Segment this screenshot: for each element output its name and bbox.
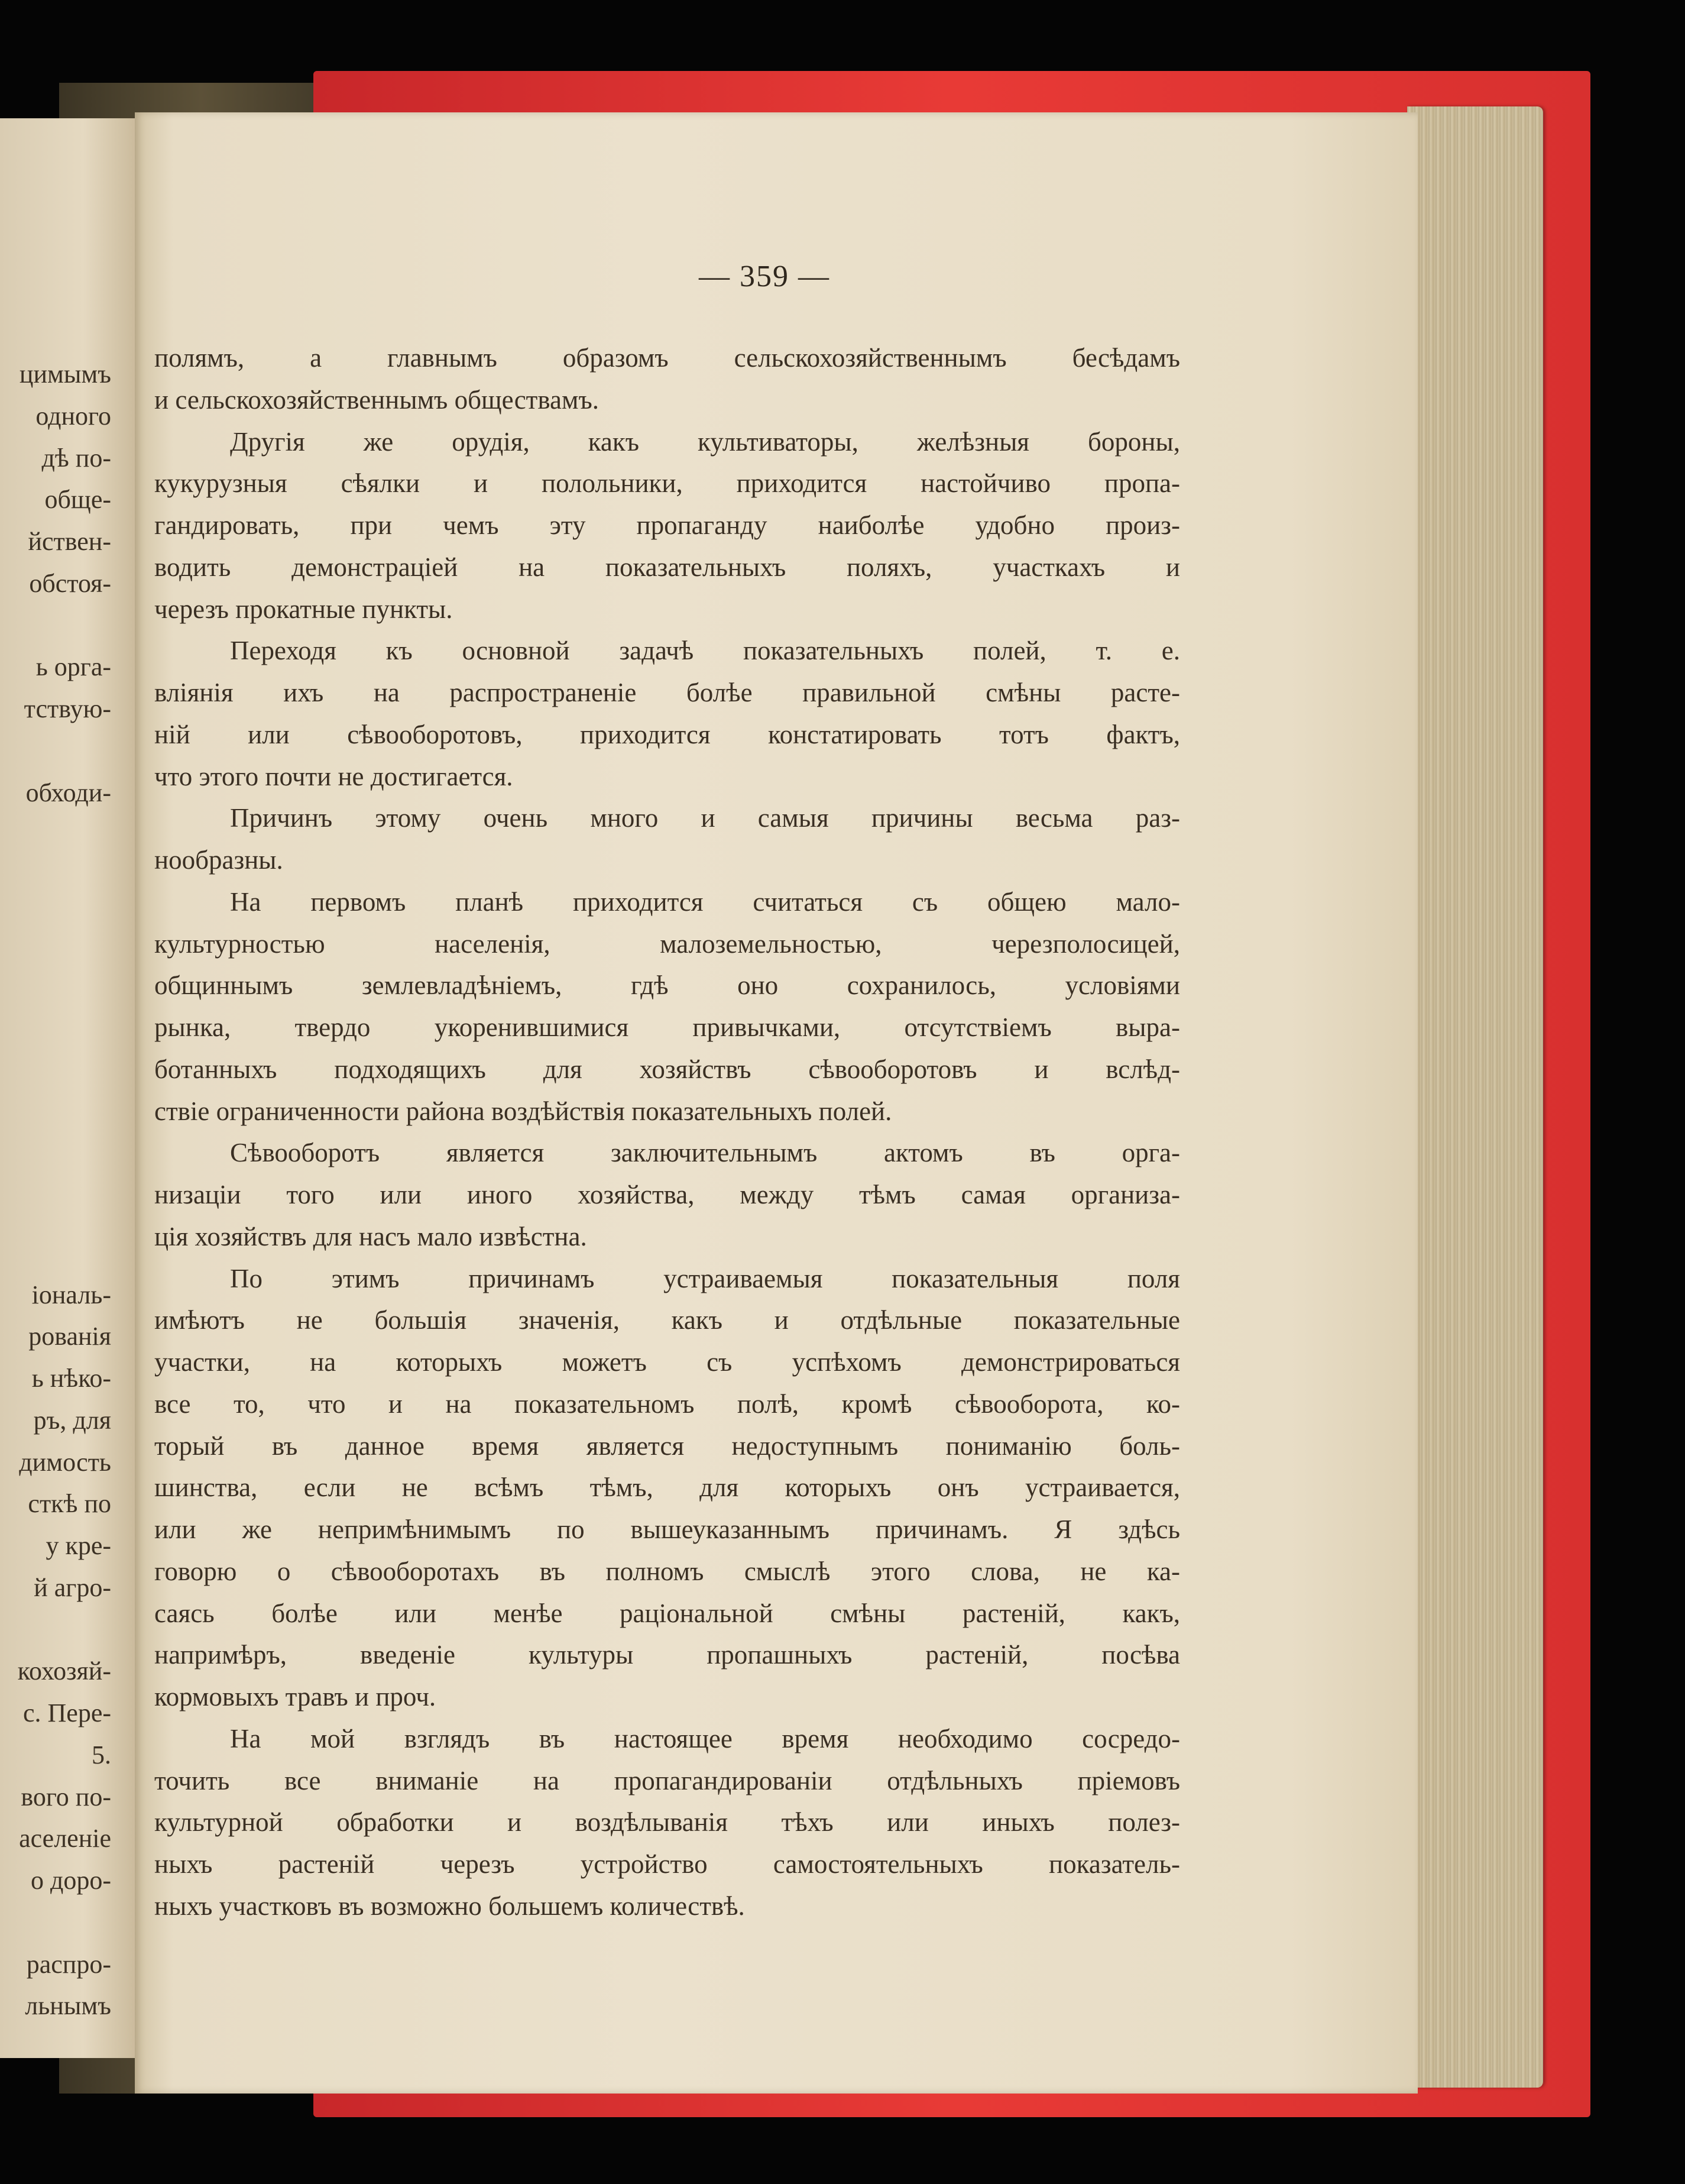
text-line: низаціи того или иного хозяйства, между тѣмъ самая организа- — [154, 1180, 1180, 1209]
text-line: торый въ данное время является недоступнымъ пониманію боль- — [154, 1431, 1180, 1461]
left-page-line — [0, 814, 111, 856]
text-line: Переходя къ основной задачѣ показательныхъ полей, т. е. — [230, 636, 1180, 666]
text-line: кормовыхъ травъ и проч. — [154, 1682, 436, 1711]
text-line: По этимъ причинамъ устраиваемыя показательныя поля — [230, 1263, 1180, 1293]
page-block-edge — [1407, 106, 1543, 2088]
left-page-line: 5. — [92, 1740, 111, 1769]
text-line: все то, что и на показательномъ полѣ, кромѣ сѣвооборота, ко- — [154, 1389, 1180, 1419]
left-page-line: кохозяй- — [17, 1656, 111, 1686]
text-line: шинства, если не всѣмъ тѣмъ, для которыхъ онъ устраивается, — [154, 1473, 1180, 1503]
left-page-line — [0, 1148, 111, 1190]
left-page-line: рованія — [28, 1322, 111, 1351]
text-line: напримѣръ, введеніе культуры пропашныхъ растеній, посѣва — [154, 1640, 1180, 1670]
text-line: нообразны. — [154, 845, 283, 875]
left-page-line — [0, 856, 111, 898]
left-page-line — [0, 1190, 111, 1232]
text-line: культурной обработки и воздѣлыванія тѣхъ или иныхъ полез- — [154, 1807, 1180, 1837]
left-page-line — [0, 1609, 111, 1651]
text-line: говорю о сѣвооборотахъ въ полномъ смыслѣ этого слова, не ка- — [154, 1556, 1180, 1586]
text-line: Причинъ этому очень много и самыя причины весьма раз- — [230, 803, 1180, 833]
left-page-line — [0, 1023, 111, 1065]
text-line: На первомъ планѣ приходится считаться съ общею мало- — [230, 886, 1180, 917]
text-line: или же непримѣнимымъ по вышеуказаннымъ причинамъ. Я здѣсь — [154, 1515, 1180, 1544]
left-page-fragment — [0, 118, 139, 2058]
left-page-line — [0, 898, 111, 940]
text-line: и сельскохозяйственнымъ обществамъ. — [154, 384, 599, 415]
left-page-line — [0, 981, 111, 1023]
page-number: — 359 — — [699, 260, 830, 293]
left-page-line: тствую- — [24, 694, 111, 723]
text-line: что этого почти не достигается. — [154, 761, 513, 791]
text-line: общиннымъ землевладѣніемъ, гдѣ оно сохранилось, условіями — [154, 970, 1180, 1001]
left-page-text — [0, 354, 111, 2027]
text-line: ція хозяйствъ для насъ мало извѣстна. — [154, 1221, 587, 1251]
left-page-line: дѣ по- — [41, 443, 111, 473]
left-page-line: распро- — [26, 1949, 111, 1979]
left-page-line: сткѣ по — [28, 1489, 111, 1519]
text-line: рынка, твердо укоренившимися привычками, отсутствіемъ выра- — [154, 1012, 1180, 1042]
left-page-line: йствен- — [28, 527, 111, 556]
paragraph — [154, 421, 1180, 630]
left-page-line: обще- — [44, 485, 111, 515]
text-line: ныхъ растеній черезъ устройство самостоятельныхъ показатель- — [154, 1849, 1180, 1879]
left-page-line: у кре- — [46, 1531, 111, 1560]
text-line: вліянія ихъ на распространеніе болѣе правильной смѣны расте- — [154, 678, 1180, 707]
left-page-line: льнымъ — [25, 1991, 111, 2021]
left-page-line: с. Пере- — [22, 1698, 111, 1727]
left-page-line — [0, 940, 111, 982]
text-line: участки, на которыхъ можетъ съ успѣхомъ демонстрироваться — [154, 1347, 1180, 1377]
paragraph — [154, 1132, 1180, 1257]
left-page-line: й агро- — [34, 1573, 111, 1602]
text-line: саясь болѣе или менѣе раціональной смѣны растеній, какъ, — [154, 1598, 1180, 1628]
text-line: ботанныхъ подходящихъ для хозяйствъ сѣвооборотовъ и вслѣд- — [154, 1054, 1180, 1084]
paragraph — [154, 881, 1180, 1133]
left-page-line: вого по- — [21, 1782, 111, 1811]
text-line: Другія же орудія, какъ культиваторы, желѣзныя бороны, — [230, 426, 1180, 457]
left-page-line: обходи- — [25, 778, 111, 807]
text-line: кукурузныя сѣялки и полольники, приходится настойчиво пропа- — [154, 468, 1180, 499]
left-page-line — [0, 1232, 111, 1274]
left-page-line: аселеніе — [19, 1824, 111, 1853]
text-line: ній или сѣвооборотовъ, приходится констатировать тотъ фактъ, — [154, 719, 1180, 749]
left-page-line: іональ- — [31, 1280, 111, 1309]
paragraph — [154, 1718, 1180, 1927]
right-page — [135, 112, 1418, 2094]
text-line: культурностью населенія, малоземельностью, черезполосицей, — [154, 928, 1180, 959]
text-line: имѣютъ не большія значенія, какъ и отдѣльные показательные — [154, 1305, 1180, 1335]
text-line: гандировать, при чемъ эту пропаганду наиболѣе удобно произ- — [154, 510, 1180, 540]
left-page-line: ь нѣко- — [31, 1364, 111, 1393]
left-page-line — [0, 1902, 111, 1944]
left-page-line — [0, 1065, 111, 1107]
left-page-line: обстоя- — [29, 568, 111, 598]
left-page-line: ръ, для — [33, 1405, 111, 1435]
paragraph — [154, 1258, 1180, 1718]
left-page-line: ь орга- — [35, 652, 111, 682]
left-page-line — [0, 605, 111, 647]
left-page-line: одного — [35, 401, 111, 431]
paragraph — [154, 337, 1180, 421]
left-page-line: о доро- — [30, 1866, 111, 1895]
left-page-line: цимымъ — [19, 360, 111, 389]
text-line: точить все вниманіе на пропагандированіи отдѣльныхъ пріемовъ — [154, 1765, 1180, 1795]
text-line: ствіе ограниченности района воздѣйствія показательныхъ полей. — [154, 1096, 892, 1126]
paragraph — [154, 797, 1180, 881]
left-page-line — [0, 1107, 111, 1149]
page-body-text — [154, 337, 1180, 1927]
text-line: полямъ, а главнымъ образомъ сельскохозяйственнымъ бесѣдамъ — [154, 343, 1180, 373]
text-line: Сѣвооборотъ является заключительнымъ актомъ въ орга- — [230, 1138, 1180, 1168]
left-page-line: димость — [19, 1447, 111, 1477]
text-line: черезъ прокатные пункты. — [154, 594, 453, 624]
text-line: водить демонстраціей на показательныхъ поляхъ, участкахъ и — [154, 552, 1180, 582]
text-line: ныхъ участковъ въ возможно большемъ количествѣ. — [154, 1891, 745, 1921]
left-page-line — [0, 730, 111, 772]
text-line: На мой взглядъ въ настоящее время необходимо сосредо- — [230, 1723, 1180, 1753]
paragraph — [154, 630, 1180, 797]
